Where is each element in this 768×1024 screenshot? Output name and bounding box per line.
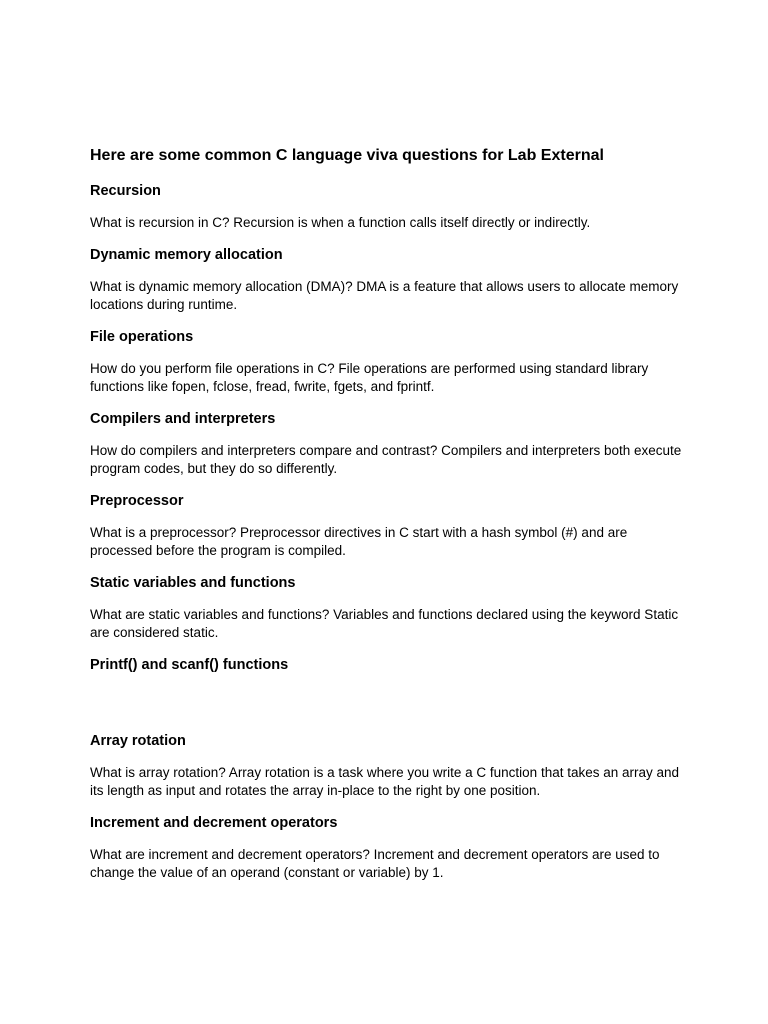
section-preprocessor <box>90 491 690 560</box>
section-body: How do you perform file operations in C? File operations are performed using standard library functions like fopen, fclose, fread, fwrite, fgets, and fprintf. <box>90 361 649 394</box>
section-heading: Increment and decrement operators <box>90 815 338 831</box>
section-static-variables-and-functions <box>90 573 690 642</box>
section-body: What are increment and decrement operators? Increment and decrement operators are used to change the value of an operand (constant or variable) by 1. <box>90 847 660 880</box>
section-body: What is recursion in C? Recursion is when a function calls itself directly or indirectly. <box>90 215 591 230</box>
section-heading: Preprocessor <box>90 493 184 509</box>
section-printf-and-scanf-functions <box>90 655 690 718</box>
section-compilers-and-interpreters <box>90 409 690 478</box>
section-heading: Printf() and scanf() functions <box>90 657 289 673</box>
section-body: What is array rotation? Array rotation is a task where you write a C function that takes an array and its length as input and rotates the array in-place to the right by one position. <box>90 765 680 798</box>
document-page <box>90 145 690 895</box>
section-body <box>90 688 690 718</box>
section-body: What is a preprocessor? Preprocessor directives in C start with a hash symbol (#) and are processed before the program is compiled. <box>90 525 628 558</box>
section-heading: Dynamic memory allocation <box>90 247 283 263</box>
section-body: What is dynamic memory allocation (DMA)? DMA is a feature that allows users to allocate memory locations during runtime. <box>90 279 679 312</box>
section-dynamic-memory-allocation <box>90 245 690 314</box>
section-heading: Static variables and functions <box>90 575 296 591</box>
section-body: What are static variables and functions? Variables and functions declared using the keyword Static are considered static. <box>90 607 679 640</box>
page-title: Here are some common C language viva questions for Lab External <box>90 147 604 164</box>
section-heading: File operations <box>90 329 194 345</box>
section-increment-and-decrement-operators <box>90 813 690 882</box>
section-body: How do compilers and interpreters compare and contrast? Compilers and interpreters both execute program codes, but they do so differently. <box>90 443 682 476</box>
section-heading: Array rotation <box>90 733 186 749</box>
section-heading: Compilers and interpreters <box>90 411 276 427</box>
section-recursion <box>90 181 690 232</box>
section-heading: Recursion <box>90 183 161 199</box>
section-file-operations <box>90 327 690 396</box>
section-array-rotation <box>90 731 690 800</box>
